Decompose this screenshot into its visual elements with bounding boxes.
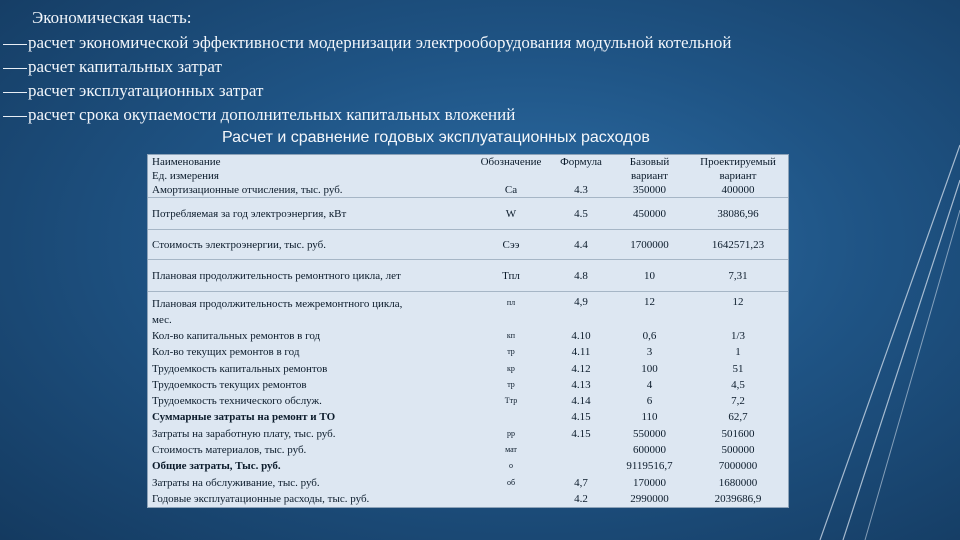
- table-row: Стоимость электроэнергии, тыс. руб. Сээ 4.4 1700000 1642571,23: [148, 230, 788, 260]
- header-proj: Проектируемый вариант 400000: [700, 156, 776, 196]
- table-row: Кол-во капитальных ремонтов в год кп 4.10 0,6 1/3: [152, 330, 746, 342]
- table-row: Трудоемкость технического обслуж. Ттр 4.14 6 7,2: [152, 395, 745, 408]
- section-heading: Экономическая часть:: [32, 8, 192, 27]
- table-row: Трудоемкость капитальных ремонтов кр 4.12 100 51: [152, 362, 744, 375]
- expenses-table: [148, 155, 788, 507]
- table-row: Плановая продолжительность ремонтного цикла, лет Тпл 4.8 10 7,31: [148, 260, 788, 292]
- table-row: Затраты на заработную плату, тыс. руб. рр 4.15 550000 501600: [152, 427, 755, 440]
- bullet-item: расчет капитальных затрат: [3, 55, 731, 79]
- table-row: Годовые эксплуатационные расходы, тыс. руб. 4.2 2990000 2039686,9: [152, 492, 762, 505]
- header-formula: Формула 4.3: [560, 156, 602, 196]
- dash-icon: [3, 116, 27, 117]
- table-row: Плановая продолжительность межремонтного цикла, мес. пл 4,9 12 12: [148, 292, 788, 329]
- table-row: Кол-во текущих ремонтов в год тр 4.11 3 1: [152, 346, 741, 359]
- bullet-item: расчет эксплуатационных затрат: [3, 79, 731, 103]
- table-row: Трудоемкость текущих ремонтов тр 4.13 4 4,5: [152, 378, 745, 391]
- table-header-row: [148, 155, 788, 198]
- table-subtitle: Расчет и сравнение годовых эксплуатационных расходов: [222, 129, 650, 146]
- table-row: Общие затраты, Тыс. руб. о 9119516,7 7000000: [152, 460, 758, 473]
- bullet-item: расчет экономической эффективности модернизации электрооборудования модульной котельной: [3, 31, 731, 55]
- table-row: Потребляемая за год электроэнергия, кВт W 4.5 450000 38086,96: [148, 198, 788, 230]
- table-row: Суммарные затраты на ремонт и ТО 4.15 110 62,7: [152, 411, 748, 424]
- header-designation: Обозначение Са: [480, 156, 542, 196]
- dash-icon: [3, 68, 27, 69]
- dash-icon: [3, 92, 27, 93]
- table-row: Затраты на обслуживание, тыс. руб. об 4,7 170000 1680000: [152, 476, 758, 489]
- table-row: Стоимость материалов, тыс. руб. мат 600000 500000: [152, 444, 755, 457]
- header-base: Базовый вариант 350000: [629, 156, 670, 196]
- bullet-item: расчет срока окупаемости дополнительных капитальных вложений: [3, 103, 731, 127]
- bullet-list: [3, 31, 731, 127]
- header-name: Наименование Ед. измерения Амортизационные отчисления, тыс. руб.: [152, 156, 343, 196]
- dash-icon: [3, 44, 27, 45]
